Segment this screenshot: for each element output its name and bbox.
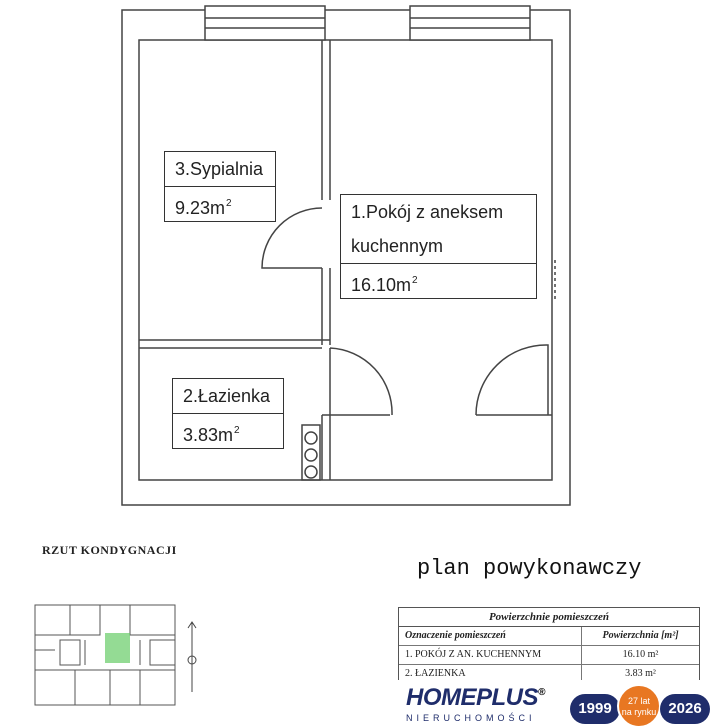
room-label-bedroom <box>164 151 276 222</box>
north-arrow-icon <box>182 620 202 695</box>
room-area: 3.83m <box>183 425 234 445</box>
window-left <box>205 6 325 40</box>
area-table <box>398 607 700 684</box>
row-area: 16.10 m² <box>622 649 659 660</box>
table-row <box>399 646 699 665</box>
years-badge <box>617 684 661 728</box>
building-key-plan <box>30 600 180 715</box>
row-name: 1. POKÓJ Z AN. KUCHENNYM <box>399 646 582 664</box>
room-name: 2.Łazienka <box>183 386 271 406</box>
col-area: Powierzchnia [m²] <box>602 630 679 641</box>
room-area: 16.10m <box>351 275 412 295</box>
wall-bathroom <box>322 415 552 480</box>
room-area-sup: 2 <box>226 198 232 209</box>
floor-caption: RZUT KONDYGNACJI <box>42 543 177 557</box>
room-area: 9.23m <box>175 198 226 218</box>
logo-plus: PLUS <box>476 684 539 711</box>
badge-line2: na rynku <box>621 707 657 717</box>
logo-home: HOME <box>406 684 476 711</box>
room-name-line2: kuchennym <box>351 236 444 256</box>
window-right <box>410 6 530 40</box>
table-header <box>399 627 699 646</box>
table-title: Powierzchnie pomieszczeń <box>399 608 699 627</box>
logo-subtitle: NIERUCHOMOŚCI <box>406 713 536 723</box>
logo-reg: ® <box>538 687 545 698</box>
homeplus-logo <box>398 680 713 728</box>
as-built-stamp: plan powykonawczy <box>417 556 642 581</box>
wall-horizontal <box>139 340 330 348</box>
row-area: 3.83 m² <box>625 668 656 679</box>
row-name: 2. ŁAZIENKA <box>399 665 582 683</box>
col-room: Oznaczenie pomieszczeń <box>399 627 582 645</box>
badge-line1: 27 lat <box>627 696 651 706</box>
room-label-bathroom <box>172 378 284 449</box>
room-name: 1.Pokój z aneksem <box>351 202 504 222</box>
apartment-highlight <box>105 633 130 663</box>
room-label-living <box>340 194 537 299</box>
wall-vertical <box>322 40 330 345</box>
year-end: 2026 <box>660 694 710 724</box>
room-area-sup: 2 <box>412 275 418 286</box>
room-name: 3.Sypialnia <box>175 159 264 179</box>
year-start: 1999 <box>570 694 620 724</box>
door-bathroom <box>330 348 392 415</box>
logo-brand <box>406 684 545 712</box>
door-entrance <box>476 345 548 415</box>
room-area-sup: 2 <box>234 425 240 436</box>
